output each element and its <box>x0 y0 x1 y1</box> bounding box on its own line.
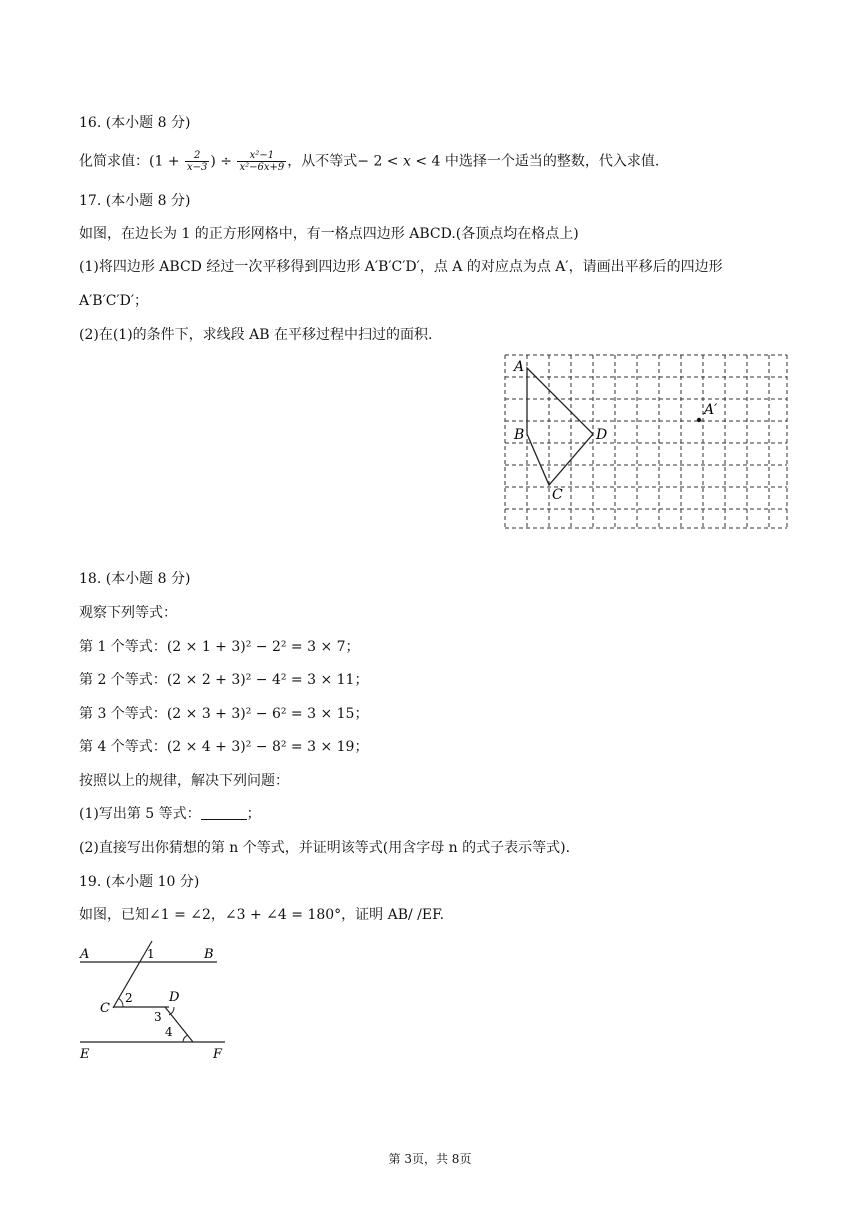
answer-blank[interactable] <box>201 807 247 820</box>
label-c: C <box>552 487 563 503</box>
q16-expr-close: ) ÷ <box>210 153 237 170</box>
label-a: A <box>80 947 90 962</box>
q18-intro: 观察下列等式： <box>79 605 177 621</box>
label-d: D <box>169 990 180 1005</box>
q16-fraction-1: $\frac{2}{x-3}$ <box>187 150 208 173</box>
label-b: B <box>204 947 214 962</box>
angle-2-arc <box>118 998 123 1007</box>
label-f: F <box>213 1047 223 1062</box>
label-b: B <box>514 427 525 443</box>
q16-prefix: 化简求值： <box>79 153 149 170</box>
page-footer: 第 3页，共 8页 <box>388 1152 472 1166</box>
q19-header: 19. (本小题 10 分) <box>79 874 200 890</box>
label-a: A <box>514 359 525 375</box>
q16-header: 16. (本小题 8 分) <box>79 115 191 131</box>
q18-equation-1: 第 1 个等式：(2 × 1 + 3)² − 2² = 3 × 7； <box>79 639 360 655</box>
grid-lines <box>505 355 787 528</box>
q17-grid-figure <box>500 350 792 532</box>
q17-part2: (2)在(1)的条件下，求线段 AB 在平移过程中扫过的面积. <box>79 327 433 343</box>
q16-suffix-b: < 4 中选择一个适当的整数，代入求值. <box>410 153 660 170</box>
q18-equation-2: 第 2 个等式：(2 × 2 + 3)² − 4² = 3 × 11； <box>79 672 369 688</box>
label-e: E <box>80 1047 90 1062</box>
q18-equation-4: 第 4 个等式：(2 × 4 + 3)² − 8² = 3 × 19； <box>79 739 369 755</box>
angle-label-3: 3 <box>154 1010 162 1024</box>
q17-part1: (1)将四边形 ABCD 经过一次平移得到四边形 A′B′C′D′，点 A 的对应点为点 A′，请画出平移后的四边形 <box>79 259 723 275</box>
q16-problem <box>79 150 659 173</box>
label-a-prime: A′ <box>704 402 718 418</box>
q16-suffix-a: ，从不等式− 2 < <box>287 153 403 170</box>
q18-equation-3: 第 3 个等式：(2 × 3 + 3)² − 6² = 3 × 15； <box>79 706 369 722</box>
q19-statement: 如图，已知∠1 = ∠2，∠3 + ∠4 = 180°，证明 AB/ /EF. <box>79 907 445 923</box>
q18-part2: (2)直接写出你猜想的第 n 个等式，并证明该等式(用含字母 n 的式子表示等式). <box>79 840 571 856</box>
q18-part1: (1)写出第 5 等式： ； <box>79 806 261 822</box>
q19-parallel-lines-figure <box>75 938 235 1068</box>
q17-header: 17. (本小题 8 分) <box>79 193 191 209</box>
q16-var-x: x <box>402 153 411 170</box>
q17-part1-continued: A′B′C′D′； <box>79 293 149 309</box>
angle-label-2: 2 <box>125 991 133 1005</box>
angle-4-arc <box>183 1035 188 1042</box>
q16-fraction-2: $\frac{\text{x²−1}}{\text{x²−6x+9}}$ <box>239 150 285 173</box>
q18-rule: 按照以上的规律，解决下列问题： <box>79 773 289 789</box>
q18-header: 18. (本小题 8 分) <box>79 571 191 587</box>
quadrilateral-abcd <box>527 368 593 485</box>
angle-label-1: 1 <box>147 947 155 961</box>
q17-intro: 如图，在边长为 1 的正方形网格中，有一格点四边形 ABCD.(各顶点均在格点上) <box>79 226 579 242</box>
point-a-prime <box>697 418 701 422</box>
angle-label-4: 4 <box>165 1025 173 1039</box>
label-c: C <box>100 1001 110 1016</box>
label-d: D <box>596 427 608 443</box>
q16-expr-open: (1 + <box>149 153 184 170</box>
